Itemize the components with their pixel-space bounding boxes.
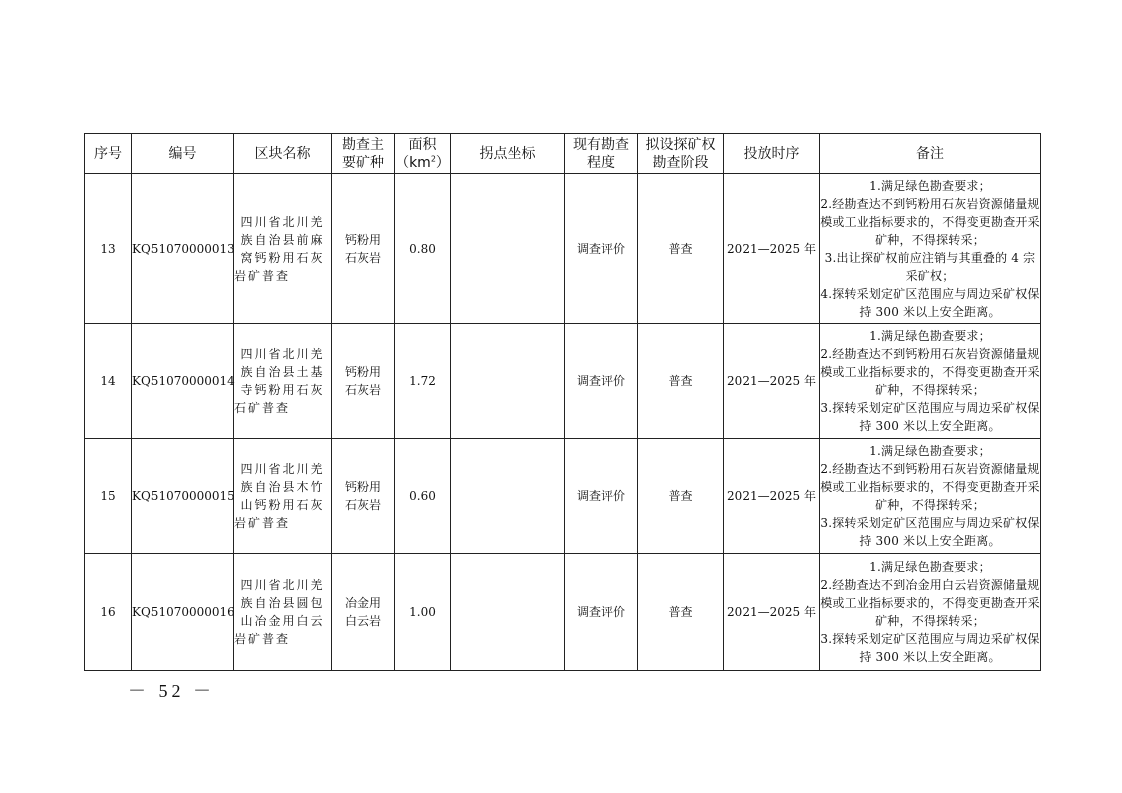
cell-remarks (820, 174, 1041, 324)
header-planned-line2: 勘查阶段 (652, 154, 709, 171)
cell-area: 0.80 (395, 174, 451, 324)
cell-timing: 2021—2025 年 (724, 439, 820, 554)
remark-item: 3.探转采划定矿区范围应与周边采矿权保持 300 米以上安全距离。 (820, 516, 1040, 548)
cell-coords (451, 174, 565, 324)
cell-timing: 2021—2025 年 (724, 554, 820, 671)
header-stage-line2: 程度 (587, 154, 615, 171)
cell-code: KQ51070000016 (132, 554, 234, 671)
cell-remarks (820, 554, 1041, 671)
cell-mineral-line1: 钙粉用 (344, 480, 381, 494)
cell-mineral (332, 174, 395, 324)
cell-mineral (332, 554, 395, 671)
cell-timing: 2021—2025 年 (724, 324, 820, 439)
cell-stage: 调查评价 (565, 324, 638, 439)
cell-remarks (820, 439, 1041, 554)
remark-item: 1.满足绿色勘查要求； (869, 178, 991, 193)
cell-mineral (332, 439, 395, 554)
cell-stage: 调查评价 (565, 554, 638, 671)
header-planned (638, 134, 724, 174)
cell-coords (451, 554, 565, 671)
cell-timing: 2021—2025 年 (724, 174, 820, 324)
cell-mineral-line1: 钙粉用 (344, 365, 381, 379)
cell-stage: 调查评价 (565, 439, 638, 554)
cell-seq: 16 (85, 554, 132, 671)
header-area-sup: 2 (430, 153, 436, 163)
cell-block-name: 四川省北川羌族自治县前麻窝钙粉用石灰岩矿普查 (234, 174, 332, 324)
remark-item: 2.经勘查达不到钙粉用石灰岩资源储量规模或工业指标要求的，不得变更勘查开采矿种，不得探转采； (820, 347, 1040, 397)
header-timing: 投放时序 (724, 134, 820, 174)
header-mineral-line2: 要矿种 (342, 154, 384, 171)
cell-seq: 14 (85, 324, 132, 439)
header-area-unit: （km (395, 154, 431, 171)
cell-mineral (332, 324, 395, 439)
remark-item: 1.满足绿色勘查要求； (869, 329, 991, 343)
cell-mineral-line1: 冶金用 (344, 596, 381, 610)
remark-item: 3.出让探矿权前应注销与其重叠的 4 宗采矿权； (824, 250, 1036, 283)
table-row (85, 439, 1041, 554)
remark-item: 3.探转采划定矿区范围应与周边采矿权保持 300 米以上安全距离。 (820, 632, 1040, 664)
remark-item: 1.满足绿色勘查要求； (869, 560, 991, 574)
header-area-line2 (395, 154, 450, 172)
header-area-line1: 面积 (408, 136, 437, 153)
cell-block-name: 四川省北川羌族自治县木竹山钙粉用石灰岩矿普查 (234, 439, 332, 554)
cell-area: 1.00 (395, 554, 451, 671)
cell-planned: 普查 (638, 554, 724, 671)
cell-block-name: 四川省北川羌族自治县土基寺钙粉用石灰石矿普查 (234, 324, 332, 439)
cell-planned: 普查 (638, 324, 724, 439)
cell-area: 1.72 (395, 324, 451, 439)
remark-item: 2.经勘查达不到钙粉用石灰岩资源储量规模或工业指标要求的，不得变更勘查开采矿种，不得探转采； (820, 196, 1040, 247)
header-row (85, 134, 1041, 174)
header-stage-line1: 现有勘查 (573, 136, 629, 153)
cell-mineral-line2: 石灰岩 (344, 250, 381, 265)
header-planned-line1: 拟设探矿权 (645, 136, 716, 153)
header-mineral-line1: 勘查主 (342, 136, 384, 153)
table-row (85, 324, 1041, 439)
cell-mineral-line2: 石灰岩 (344, 383, 381, 397)
cell-area: 0.60 (395, 439, 451, 554)
header-code: 编号 (132, 134, 234, 174)
cell-mineral-line2: 石灰岩 (344, 498, 381, 512)
header-mineral (332, 134, 395, 174)
header-block-name: 区块名称 (234, 134, 332, 174)
header-stage (565, 134, 638, 174)
header-area (395, 134, 451, 174)
cell-coords (451, 324, 565, 439)
remark-item: 1.满足绿色勘查要求； (869, 444, 991, 458)
cell-seq: 15 (85, 439, 132, 554)
cell-block-name: 四川省北川羌族自治县圆包山冶金用白云岩矿普查 (234, 554, 332, 671)
remark-item: 2.经勘查达不到钙粉用石灰岩资源储量规模或工业指标要求的，不得变更勘查开采矿种，不得探转采； (820, 462, 1040, 512)
table-body (85, 174, 1041, 671)
remark-item: 3.探转采划定矿区范围应与周边采矿权保持 300 米以上安全距离。 (820, 401, 1040, 433)
cell-code: KQ51070000015 (132, 439, 234, 554)
page-number: － 52 － (128, 681, 215, 701)
header-remarks: 备注 (820, 134, 1041, 174)
table-row (85, 554, 1041, 671)
mining-blocks-table (84, 133, 1041, 671)
table-row (85, 174, 1041, 324)
cell-planned: 普查 (638, 439, 724, 554)
header-area-unit-end: ） (435, 154, 450, 171)
cell-stage: 调查评价 (565, 174, 638, 324)
cell-seq: 13 (85, 174, 132, 324)
cell-coords (451, 439, 565, 554)
header-seq: 序号 (85, 134, 132, 174)
header-coords: 拐点坐标 (451, 134, 565, 174)
table-header (85, 134, 1041, 174)
cell-code: KQ51070000014 (132, 324, 234, 439)
cell-mineral-line1: 钙粉用 (344, 232, 381, 247)
cell-planned: 普查 (638, 174, 724, 324)
cell-remarks (820, 324, 1041, 439)
cell-mineral-line2: 白云岩 (344, 614, 381, 628)
remark-item: 2.经勘查达不到冶金用白云岩资源储量规模或工业指标要求的，不得变更勘查开采矿种，不得探转采； (820, 578, 1040, 628)
remark-item: 4.探转采划定矿区范围应与周边采矿权保持 300 米以上安全距离。 (820, 286, 1040, 319)
cell-code: KQ51070000013 (132, 174, 234, 324)
